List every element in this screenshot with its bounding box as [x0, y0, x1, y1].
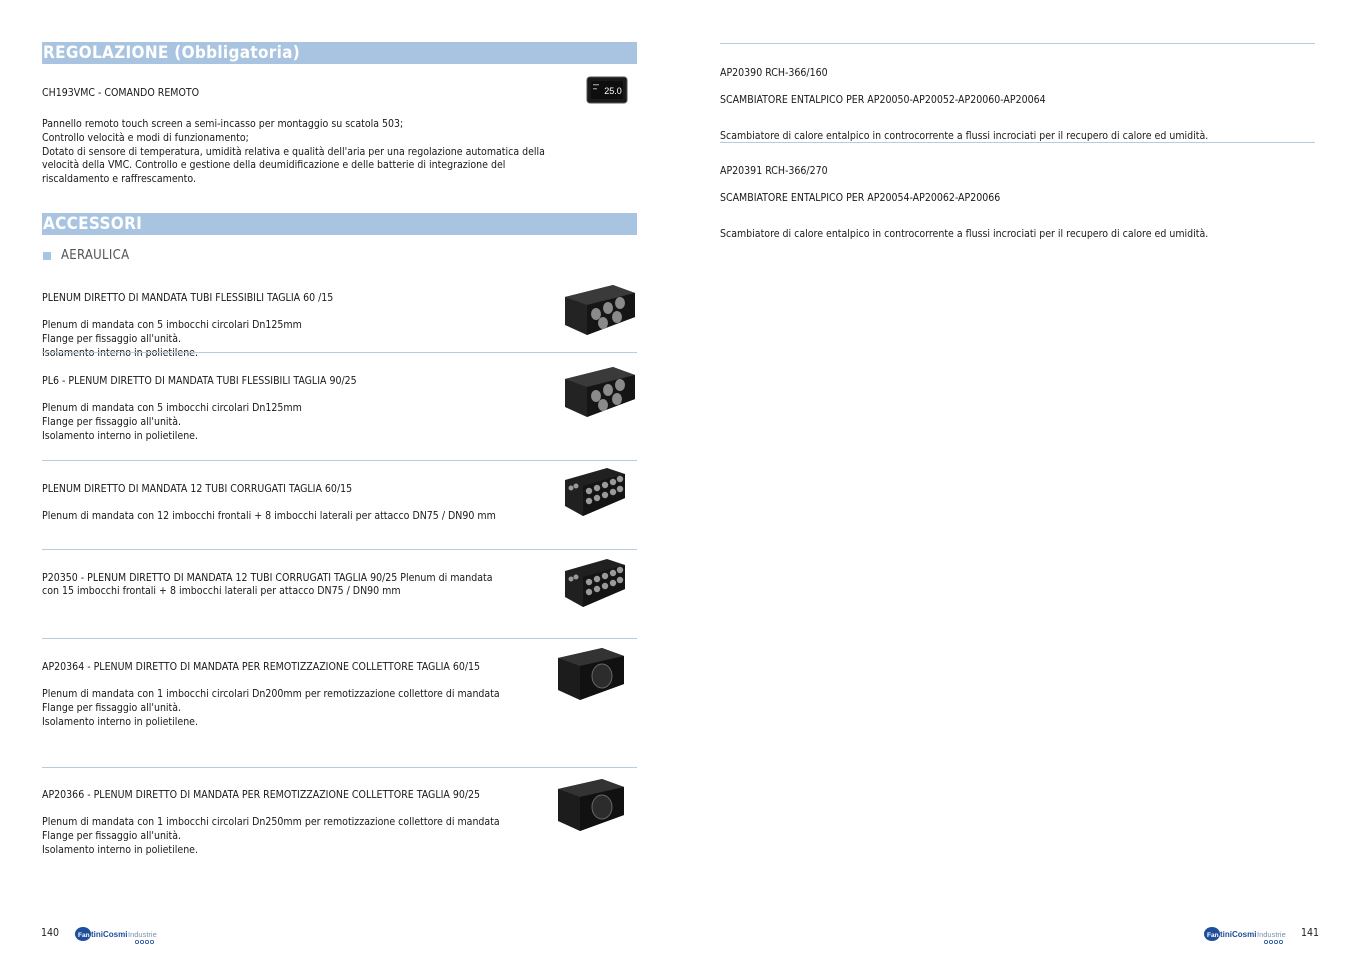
plenum-corrugated-icon	[563, 466, 627, 518]
svg-text:Industrie: Industrie	[1257, 930, 1286, 939]
item-title: PLENUM DIRETTO DI MANDATA 12 TUBI CORRUGATI TAGLIA 60/15	[42, 482, 353, 495]
item-description: Plenum di mandata con 1 imbocchi circolari Dn200mm per remotizzazione collettore di mandata Flange per fissaggio all'unità. Isolamento interno in polietilene.	[42, 688, 500, 728]
divider	[720, 43, 1315, 44]
item-description: Scambiatore di calore entalpico in controcorrente a flussi incrociati per il recupero di calore ed umidità.	[720, 129, 1209, 142]
accessory-item-3	[42, 469, 547, 538]
fantini-cosmi-logo-icon	[75, 925, 159, 949]
plenum-5-round-icon	[563, 283, 637, 338]
page-number-right: 141	[1301, 927, 1320, 939]
svg-text:Fan: Fan	[1207, 932, 1219, 939]
plenum-5-round-icon	[563, 365, 637, 420]
plenum-corrugated-icon	[563, 557, 627, 609]
item-title: CH193VMC - COMANDO REMOTO	[42, 86, 200, 99]
plenum-single-round-icon	[556, 646, 626, 702]
item-title: AP20364 - PLENUM DIRETTO DI MANDATA PER REMOTIZZAZIONE COLLETTORE TAGLIA 60/15	[42, 660, 481, 673]
accessory-item-4	[42, 558, 512, 613]
panel-display-text: 25.0	[604, 86, 622, 96]
item-regolazione	[42, 73, 572, 200]
svg-text:Industrie: Industrie	[128, 930, 157, 939]
divider	[42, 352, 637, 353]
subheader-aeraulica: AERAULICA	[61, 248, 130, 263]
divider	[42, 638, 637, 639]
divider	[42, 460, 637, 461]
item-description: Plenum di mandata con 5 imbocchi circolari Dn125mm Flange per fissaggio all'unità. Isolamento interno in polietilene.	[42, 402, 302, 442]
svg-text:tiniCosmi: tiniCosmi	[91, 930, 128, 939]
item-code: AP20391 RCH-366/270	[720, 164, 828, 177]
svg-text:tiniCosmi: tiniCosmi	[1220, 930, 1257, 939]
plenum-single-round-icon	[556, 777, 626, 833]
fantini-cosmi-logo-icon	[1204, 925, 1288, 949]
item-title: P20350 - PLENUM DIRETTO DI MANDATA 12 TUBI CORRUGATI TAGLIA 90/25 Plenum di mandata con 15 imbocchi frontali + 8 imbocchi laterali per attacco DN75 / DN90 mm	[42, 571, 493, 598]
bullet-square-icon	[43, 252, 51, 260]
accessory-item-1	[42, 278, 547, 374]
item-description: Plenum di mandata con 5 imbocchi circolari Dn125mm Flange per fissaggio all'unità. Isolamento interno in polietilene.	[42, 319, 302, 359]
divider	[42, 549, 637, 550]
item-description: Scambiatore di calore entalpico in controcorrente a flussi incrociati per il recupero di calore ed umidità.	[720, 227, 1209, 240]
item-code: AP20390 RCH-366/160	[720, 66, 828, 79]
item-title: AP20366 - PLENUM DIRETTO DI MANDATA PER REMOTIZZAZIONE COLLETTORE TAGLIA 90/25	[42, 788, 481, 801]
accessory-item-2	[42, 361, 547, 457]
item-title: PLENUM DIRETTO DI MANDATA TUBI FLESSIBILI TAGLIA 60 /15	[42, 291, 334, 304]
page-number-left: 140	[41, 927, 60, 939]
accessory-item-5	[42, 647, 512, 743]
touch-panel-icon	[586, 76, 628, 104]
exchanger-item-2	[720, 151, 1310, 255]
item-description: Plenum di mandata con 12 imbocchi frontali + 8 imbocchi laterali per attacco DN75 / DN90 mm	[42, 510, 496, 523]
item-description: Plenum di mandata con 1 imbocchi circolari Dn250mm per remotizzazione collettore di mandata Flange per fissaggio all'unità. Isolamento interno in polietilene.	[42, 816, 500, 856]
item-title: PL6 - PLENUM DIRETTO DI MANDATA TUBI FLESSIBILI TAGLIA 90/25	[42, 374, 357, 387]
item-description: Pannello remoto touch screen a semi-incasso per montaggio su scatola 503; Controllo velocità e modi di funzionamento; Dotato di sensore di temperatura, umidità relativa e qualità dell'aria per una regolazione automatica della velocità della VMC. Controllo e gestione della deumidificazione e delle batterie di integrazione del riscaldamento e raffrescamento.	[42, 118, 545, 185]
divider	[720, 142, 1315, 143]
right-page	[678, 0, 1356, 959]
accessory-item-6	[42, 775, 512, 871]
section-header-regolazione: REGOLAZIONE (Obbligatoria)	[42, 42, 637, 64]
item-title: SCAMBIATORE ENTALPICO PER AP20054-AP20062-AP20066	[720, 192, 1001, 205]
section-header-accessori: ACCESSORI	[42, 213, 637, 235]
divider	[42, 767, 637, 768]
item-title: SCAMBIATORE ENTALPICO PER AP20050-AP20052-AP20060-AP20064	[720, 94, 1046, 107]
svg-text:Fan: Fan	[78, 932, 90, 939]
